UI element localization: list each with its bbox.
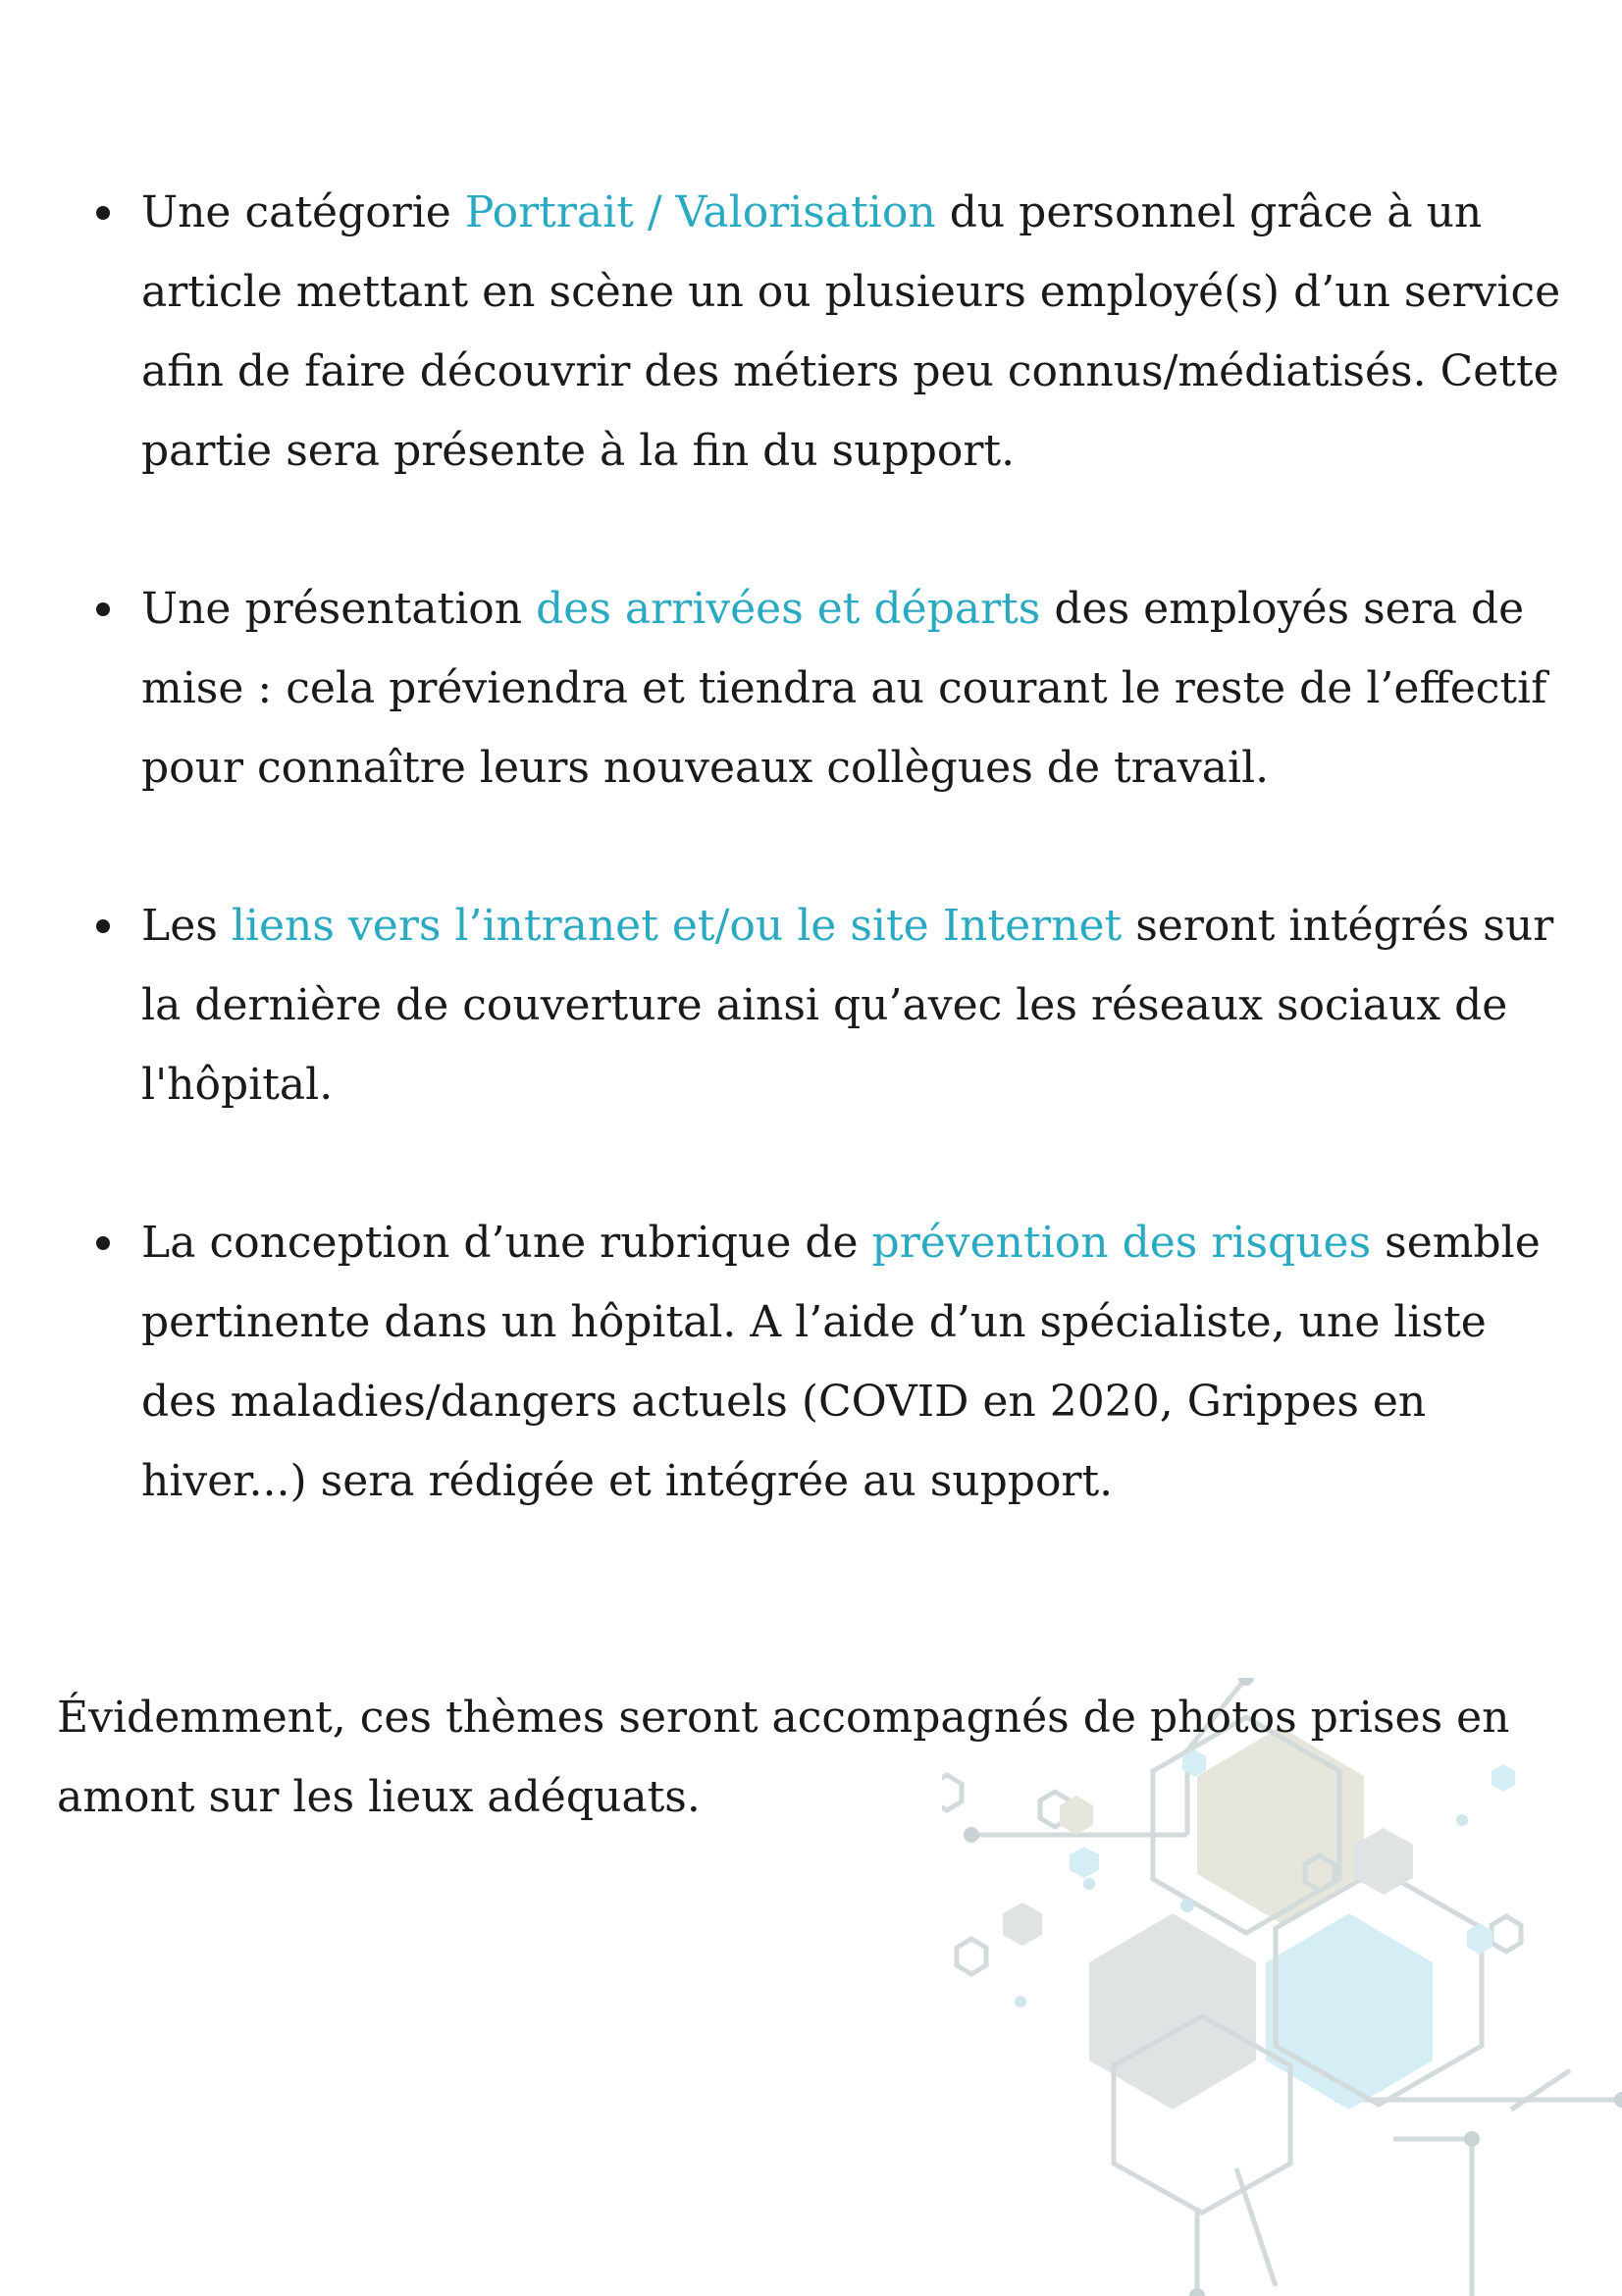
- bullet-text: des employés sera de mise : cela préviendra et tiendra au courant le reste de l’effectif pour connaître leurs nouveaux collègues de travail.: [141, 584, 1547, 793]
- bullet-text: seront intégrés sur la dernière de couverture ainsi qu’avec les réseaux sociaux de l'hôpital.: [141, 901, 1554, 1110]
- highlight-prevention-risques: prévention des risques: [871, 1218, 1372, 1268]
- bullet-list: [94, 173, 1566, 1599]
- highlight-liens-intranet: liens vers l’intranet et/ou le site Internet: [231, 901, 1123, 951]
- bullet-item-portrait: [94, 173, 1566, 491]
- bullet-text: Une présentation: [141, 584, 537, 634]
- bullet-dot: [96, 1236, 110, 1250]
- bullet-text: semble pertinente dans un hôpital. A l’aide d’un spécialiste, une liste des maladies/dangers actuels (COVID en 2020, Grippes en hiver...) sera rédigée et intégrée au support.: [141, 1218, 1541, 1506]
- bullet-text: La conception d’une rubrique de: [141, 1218, 872, 1268]
- conclusion-paragraph: Évidemment, ces thèmes seront accompagnés de photos prises en amont sur les lieux adéquats.: [57, 1693, 1510, 1822]
- bullet-item-liens: [94, 886, 1566, 1124]
- bullet-dot: [96, 919, 110, 933]
- bullet-text: Les: [141, 901, 232, 951]
- bullet-item-arrivees-departs: [94, 569, 1566, 808]
- bullet-item-prevention: [94, 1203, 1566, 1521]
- bullet-dot: [96, 206, 110, 220]
- bullet-dot: [96, 602, 110, 616]
- highlight-portrait-valorisation: Portrait / Valorisation: [464, 187, 936, 237]
- bullet-text: du personnel grâce à un article mettant en scène un ou plusieurs employé(s) d’un service afin de faire découvrir des métiers peu connus/médiatisés. Cette partie sera présente à la fin du support.: [141, 187, 1561, 476]
- bullet-text: Une catégorie: [141, 187, 465, 237]
- highlight-arrivees-departs: des arrivées et départs: [536, 584, 1041, 634]
